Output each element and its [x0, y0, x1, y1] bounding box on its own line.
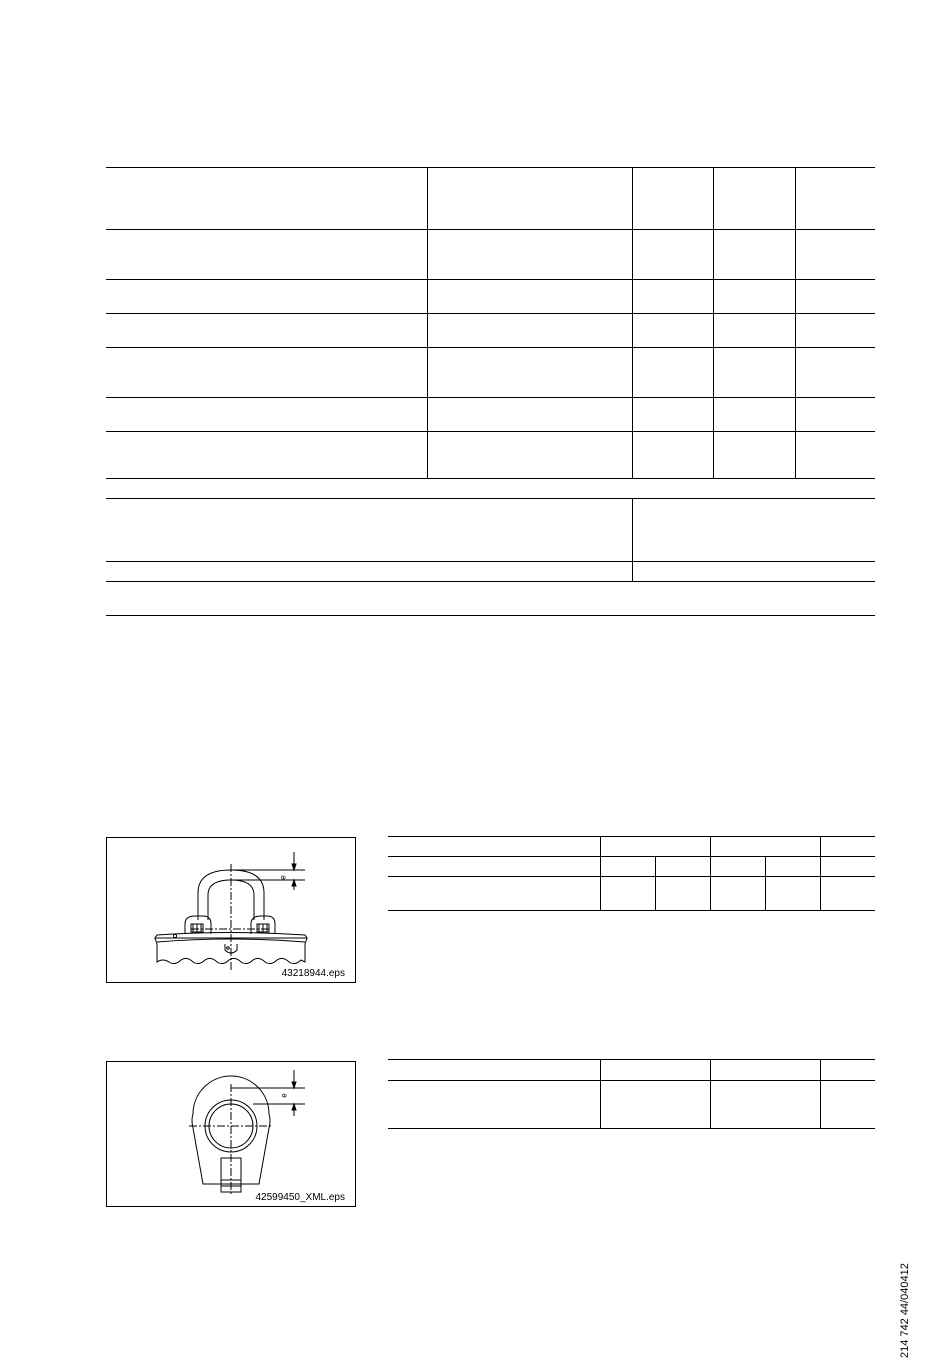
main-table-rule	[106, 229, 875, 230]
main-table-rule	[106, 581, 875, 582]
main-table-divider	[632, 167, 633, 478]
table-divider	[710, 1059, 711, 1128]
table-divider	[655, 856, 656, 910]
main-table-rule	[106, 279, 875, 280]
main-table-rule	[106, 397, 875, 398]
figure-lifting-eye	[106, 837, 356, 983]
main-table-rule	[106, 478, 875, 479]
main-table-divider	[713, 167, 714, 478]
table-divider	[820, 1059, 821, 1128]
table-divider	[600, 836, 601, 910]
main-table-rule	[106, 498, 875, 499]
table-divider	[765, 856, 766, 910]
dimension-label: e	[279, 1093, 289, 1098]
table-rule	[388, 876, 875, 877]
main-table-rule	[106, 167, 875, 168]
figure-caption: 42599450_XML.eps	[255, 1192, 345, 1203]
table-divider	[710, 836, 711, 910]
figure-ring-lug	[106, 1061, 356, 1207]
main-table-rule	[106, 313, 875, 314]
ring-lug-drawing	[107, 1062, 357, 1208]
document-code: 214 742 44/040412	[899, 1263, 911, 1358]
figure-caption: 43218944.eps	[281, 968, 345, 979]
main-table-divider	[795, 167, 796, 478]
dimension-label: e	[278, 875, 288, 880]
table-rule	[388, 1059, 875, 1060]
main-table-rule	[106, 431, 875, 432]
table-rule	[388, 836, 875, 837]
table-rule	[388, 910, 875, 911]
table-divider	[820, 836, 821, 910]
table-divider	[600, 1059, 601, 1128]
table-rule	[388, 856, 875, 857]
table-rule	[388, 1080, 875, 1081]
main-table-rule	[106, 561, 875, 562]
table-rule	[388, 1128, 875, 1129]
main-table-divider	[427, 167, 428, 478]
lifting-eye-drawing	[107, 838, 357, 984]
main-table-rule	[106, 347, 875, 348]
main-table-divider	[632, 498, 633, 581]
main-table-rule	[106, 615, 875, 616]
